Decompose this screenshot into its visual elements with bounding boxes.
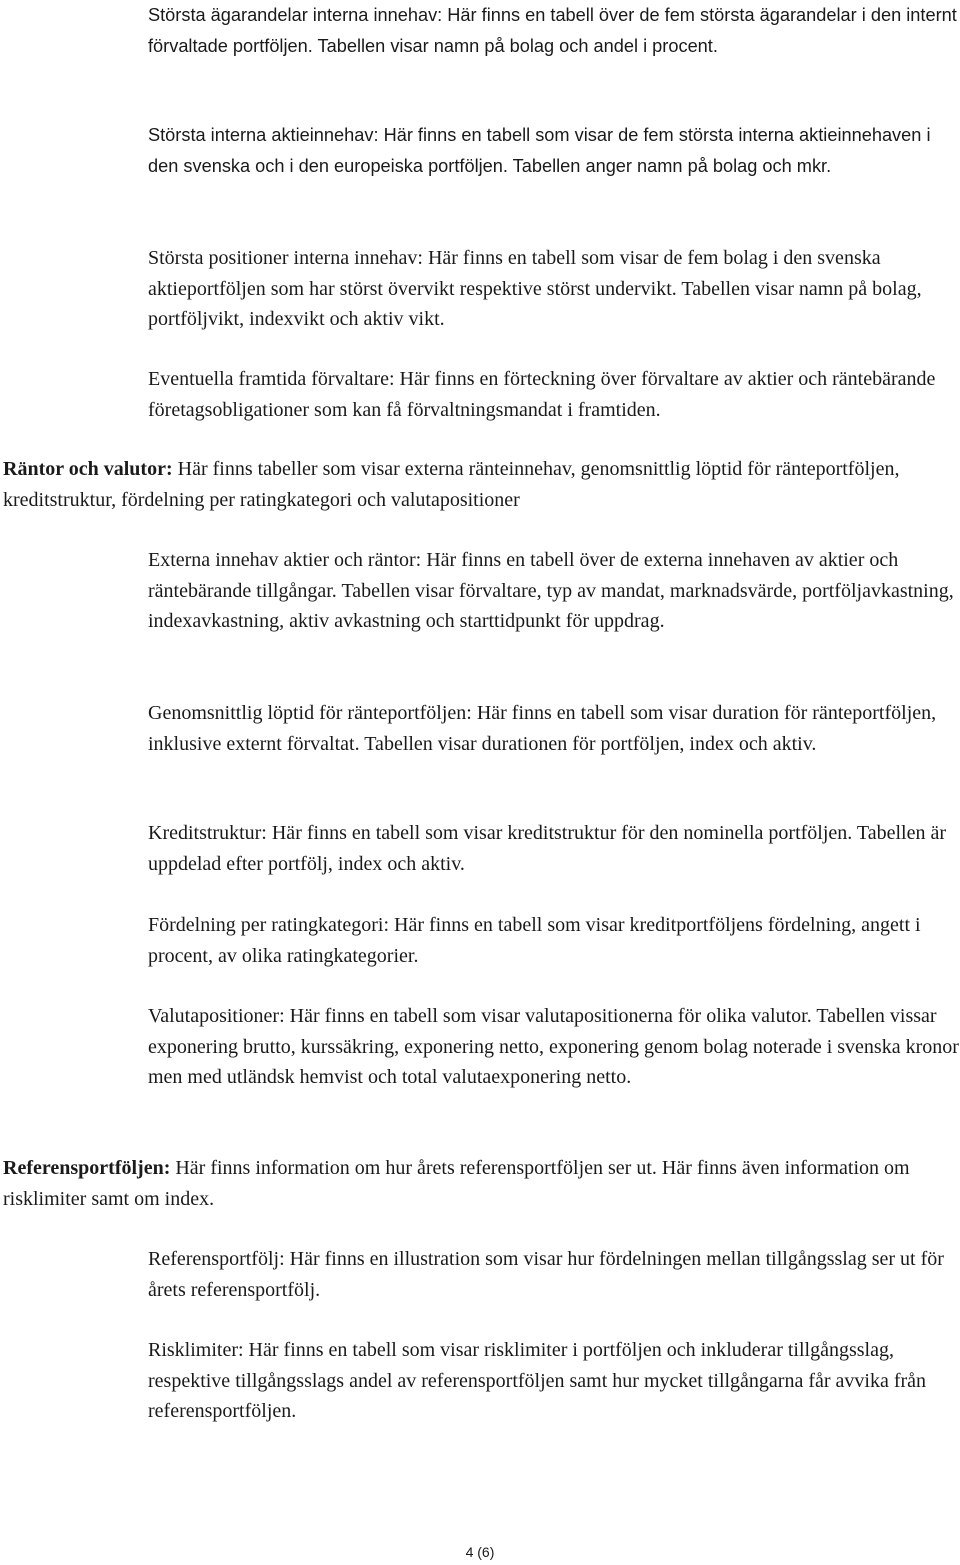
paragraph-average-duration: Genomsnittlig löptid för ränteportföljen: Här finns en tabell som visar duration för ränteportföljen, inklusive externt förvaltat. Tabellen visar durationen för portföljen, index och aktiv.	[148, 702, 937, 755]
section-rates-currencies	[3, 454, 960, 515]
paragraph-credit-structure: Kreditstruktur: Här finns en tabell som visar kreditstruktur för den nominella portföljen. Tabellen är uppdelad efter portfölj, index och aktiv.	[148, 822, 947, 875]
paragraph-external-holdings: Externa innehav aktier och räntor: Här finns en tabell över de externa innehaven av aktier och räntebärande tillgångar. Tabellen visar förvaltare, typ av mandat, marknadsvärde, portföljavkastning, indexavkastning, aktiv avkastning och starttidpunkt för uppdrag.	[148, 549, 954, 632]
paragraph-currency-positions: Valutapositioner: Här finns en tabell som visar valutapositionerna för olika valutor. Tabellen vissar exponering brutto, kurssäkring, exponering netto, exponering genom bolag noterade i svenska kronor men med utländsk hemvist och total valutaexponering netto.	[148, 1005, 959, 1088]
paragraph-largest-internal-holdings: Största interna aktieinnehav: Här finns en tabell som visar de fem största interna aktieinnehaven i den svenska och i den europeiska portföljen. Tabellen anger namn på bolag och mkr.	[148, 125, 931, 176]
paragraph-largest-ownership-shares: Största ägarandelar interna innehav: Här finns en tabell över de fem största ägarandelar i den internt förvaltade portföljen. Tabellen visar namn på bolag och andel i procent.	[148, 5, 957, 56]
page-number: 4 (6)	[465, 1544, 495, 1560]
section-reference-portfolio	[3, 1153, 960, 1214]
paragraph-future-managers: Eventuella framtida förvaltare: Här finns en förteckning över förvaltare av aktier och räntebärande företagsobligationer som kan få förvaltningsmandat i framtiden.	[148, 368, 936, 421]
paragraph-reference-portfolio: Referensportfölj: Här finns en illustration som visar hur fördelningen mellan tillgångsslag ser ut för årets referensportfölj.	[148, 1248, 944, 1301]
paragraph-risk-limits: Risklimiter: Här finns en tabell som visar risklimiter i portföljen och inkluderar tillgångsslag, respektive tillgångsslags andel av referensportföljen samt hur mycket tillgångarna får avvika från referensportföljen.	[148, 1339, 927, 1422]
section-text-rates-currencies: Här finns tabeller som visar externa ränteinnehav, genomsnittlig löptid för ränteportföljen, kreditstruktur, fördelning per ratingkategori och valutapositioner	[3, 458, 900, 511]
section-text-reference-portfolio: Här finns information om hur årets referensportföljen ser ut. Här finns även information om risklimiter samt om index.	[3, 1157, 910, 1210]
paragraph-rating-distribution: Fördelning per ratingkategori: Här finns en tabell som visar kreditportföljens fördelning, angett i procent, av olika ratingkategorier.	[148, 914, 921, 967]
section-heading-reference-portfolio: Referensportföljen:	[3, 1157, 171, 1179]
section-heading-rates-currencies: Räntor och valutor:	[3, 458, 173, 480]
paragraph-largest-positions: Största positioner interna innehav: Här finns en tabell som visar de fem bolag i den svenska aktieportföljen som har störst övervikt respektive störst undervikt. Tabellen visar namn på bolag, portföljvikt, indexvikt och aktiv vikt.	[148, 247, 922, 330]
